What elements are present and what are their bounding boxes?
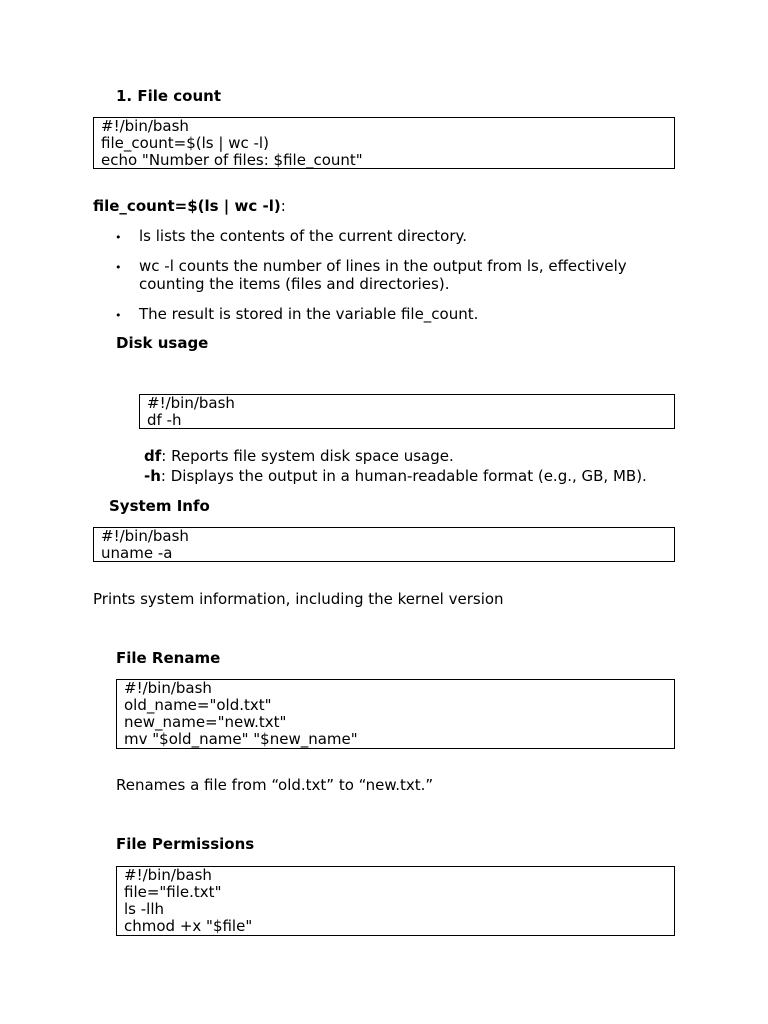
file-rename-code-block bbox=[116, 679, 675, 749]
file-count-code-block bbox=[93, 117, 675, 169]
bullet-icon: • bbox=[115, 309, 122, 322]
explain-colon: : bbox=[280, 197, 286, 215]
code-line: file="file.txt" bbox=[124, 883, 222, 901]
desc-text: : Reports file system disk space usage. bbox=[161, 447, 454, 465]
file-permissions-code-block bbox=[116, 866, 675, 936]
system-info-code-block bbox=[93, 527, 675, 562]
code-line: #!/bin/bash bbox=[101, 117, 189, 135]
code-line: new_name="new.txt" bbox=[124, 713, 287, 731]
bullet-text: wc -l counts the number of lines in the output from ls, effectively bbox=[139, 257, 627, 275]
code-line: #!/bin/bash bbox=[124, 866, 212, 884]
bullet-text-continued: counting the items (files and directories). bbox=[139, 275, 450, 293]
file-permissions-heading: File Permissions bbox=[116, 835, 255, 853]
disk-usage-code-block bbox=[139, 394, 675, 429]
code-line: file_count=$(ls | wc -l) bbox=[101, 134, 269, 152]
code-line: #!/bin/bash bbox=[124, 679, 212, 697]
file-rename-desc: Renames a file from “old.txt” to “new.txt.” bbox=[116, 776, 434, 794]
bullet-text: The result is stored in the variable file_count. bbox=[139, 305, 479, 323]
code-line: df -h bbox=[147, 411, 182, 429]
disk-usage-heading: Disk usage bbox=[116, 334, 209, 352]
code-line: #!/bin/bash bbox=[147, 394, 235, 412]
system-info-desc: Prints system information, including the kernel version bbox=[93, 590, 504, 608]
bullet-icon: • bbox=[115, 261, 122, 274]
disk-usage-desc-df bbox=[144, 448, 454, 465]
file-rename-heading: File Rename bbox=[116, 649, 221, 667]
bullet-icon: • bbox=[115, 231, 122, 244]
code-line: mv "$old_name" "$new_name" bbox=[124, 730, 358, 748]
code-line: chmod +x "$file" bbox=[124, 917, 253, 935]
system-info-heading: System Info bbox=[109, 497, 210, 515]
code-line: ls -llh bbox=[124, 900, 165, 918]
desc-term: -h bbox=[144, 467, 161, 485]
code-line: echo "Number of files: $file_count" bbox=[101, 151, 363, 169]
bullet-text: ls lists the contents of the current directory. bbox=[139, 227, 467, 245]
file-count-explain-title bbox=[93, 198, 286, 215]
desc-term: df bbox=[144, 447, 162, 465]
explain-term: file_count=$(ls | wc -l) bbox=[93, 197, 281, 215]
file-count-heading: 1. File count bbox=[116, 87, 222, 105]
disk-usage-desc-h bbox=[144, 468, 647, 485]
code-line: uname -a bbox=[101, 544, 173, 562]
desc-text: : Displays the output in a human-readable format (e.g., GB, MB). bbox=[160, 467, 647, 485]
code-line: old_name="old.txt" bbox=[124, 696, 272, 714]
code-line: #!/bin/bash bbox=[101, 527, 189, 545]
